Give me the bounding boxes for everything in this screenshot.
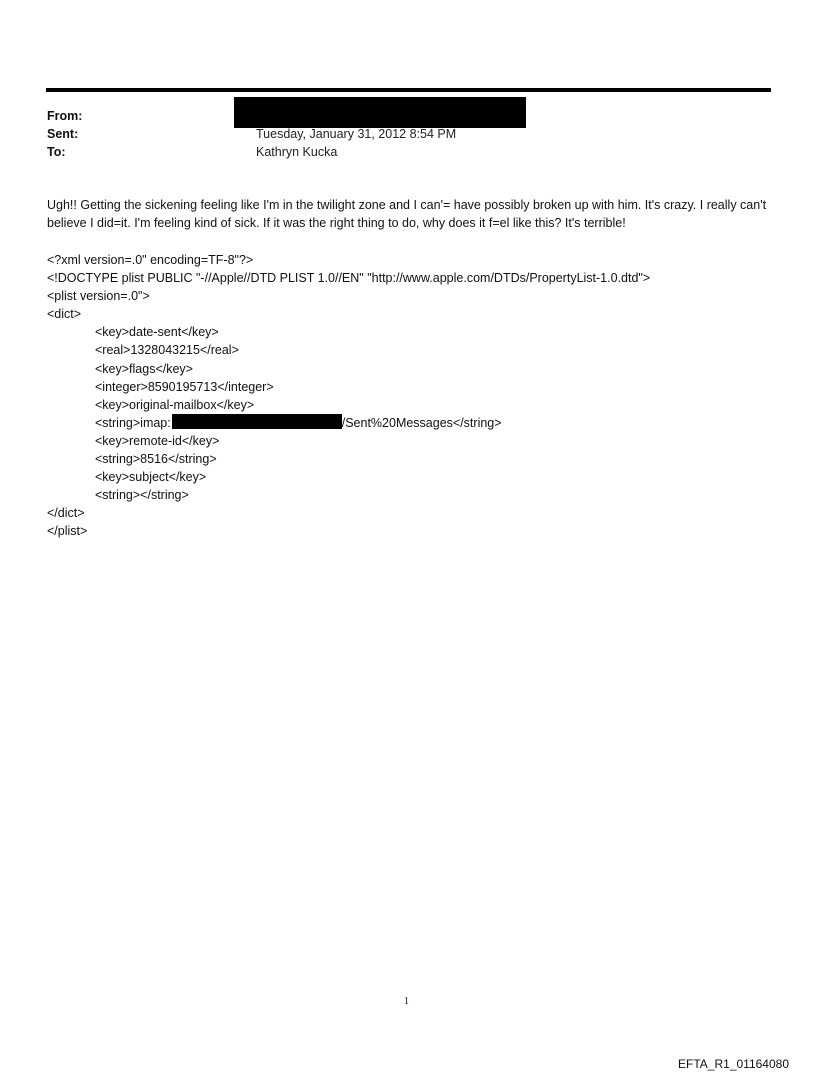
plist-block [47,251,650,541]
page-number: 1 [404,996,409,1007]
plist-entry: <string></string> [95,488,189,503]
dict-open: <dict> [47,307,82,322]
plist-entry: <key>subject</key> [95,470,207,485]
header-rule [46,88,771,92]
to-value: Kathryn Kucka [256,145,338,159]
imap-prefix: <string>imap: [95,415,171,430]
imap-line [47,414,650,432]
to-label: To: [47,145,66,159]
message-body [47,196,775,232]
plist-entry: <string>8516</string> [95,452,217,467]
message-text: Ugh!! Getting the sickening feeling like I'm in the twilight zone and I can'= have possibly broken up with him. It's crazy. I really can't believe I did=it. I'm feeling kind of sick. If it was the right thing to do, why does it f=el like this? It's terrible! [47,198,767,230]
plist-open: <plist version=.0"> [47,289,150,304]
sent-value: Tuesday, January 31, 2012 8:54 PM [256,127,457,141]
plist-entry: <real>1328043215</real> [95,343,239,358]
sent-label: Sent: [47,127,79,141]
dict-close: </dict> [47,506,85,521]
imap-suffix: /Sent%20Messages</string> [341,415,502,430]
plist-entry: <key>date-sent</key> [95,325,219,340]
document-id: EFTA_R1_01164080 [678,1057,789,1071]
plist-entry: <key>remote-id</key> [95,433,220,448]
plist-entry: <key>flags</key> [95,361,193,376]
doctype-line: <!DOCTYPE plist PUBLIC "-//Apple//DTD PLIST 1.0//EN" "http://www.apple.com/DTDs/PropertyList-1.0.dtd"> [47,271,651,286]
xml-declaration: <?xml version=.0" encoding=TF-8"?> [47,253,254,267]
plist-close: </plist> [47,524,88,539]
imap-redaction [172,414,342,429]
from-redaction [234,97,526,128]
plist-entry: <key>original-mailbox</key> [95,397,255,412]
from-label: From: [47,109,83,123]
plist-entry: <integer>8590195713</integer> [95,379,274,394]
